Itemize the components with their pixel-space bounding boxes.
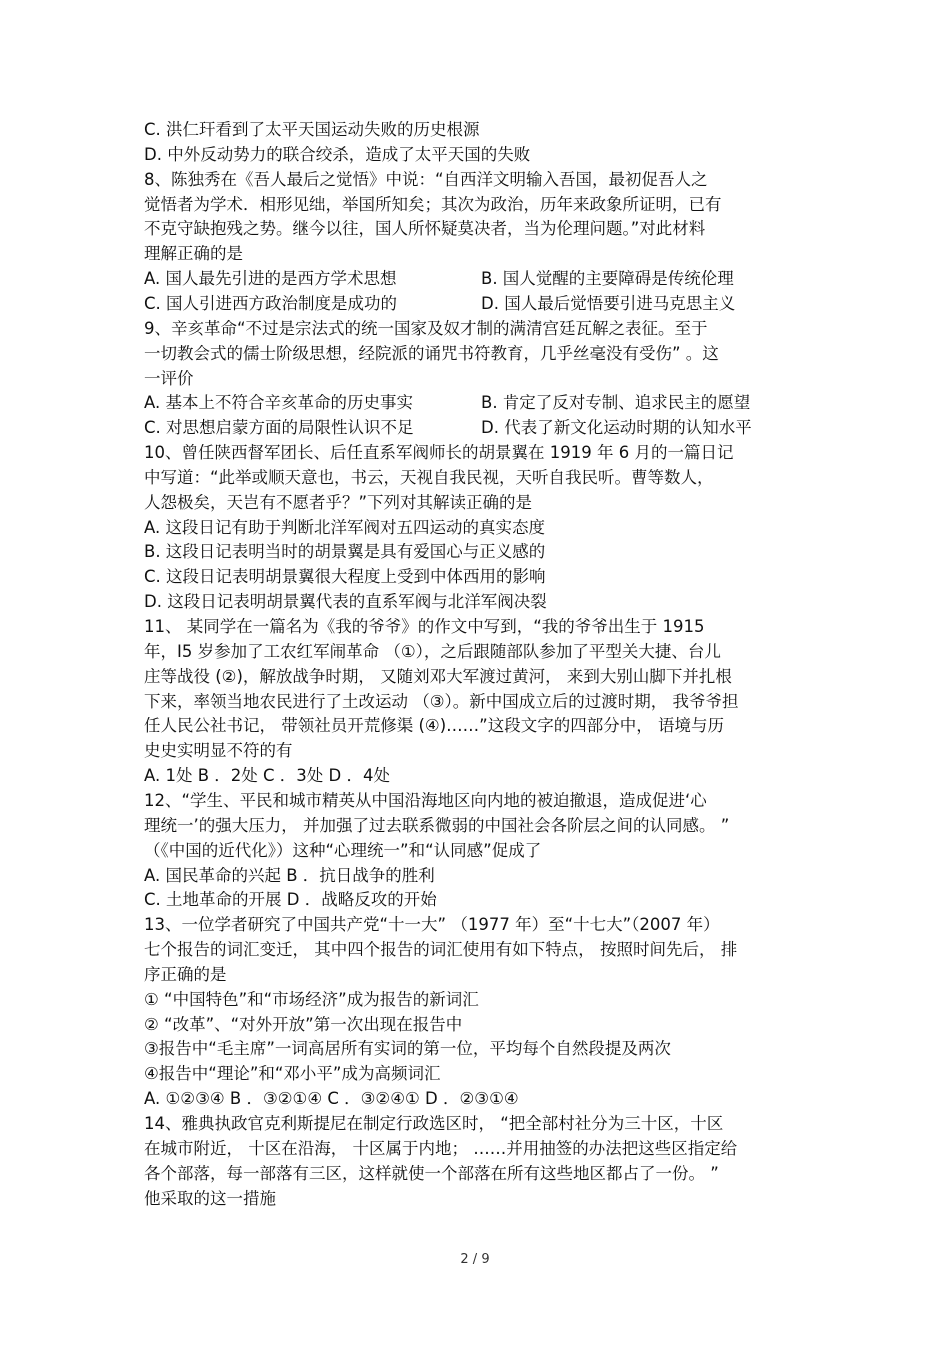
text-line: 庄等战役 (②)，解放战争时期， 又随刘邓大军渡过黄河， 来到大别山脚下并扎根 (144, 666, 732, 686)
page-number: 2 / 9 (460, 1252, 490, 1267)
text-line: 人怨极矣，天岂有不愿者乎？”下列对其解读正确的是 (144, 492, 533, 512)
text-line: 14、雅典执政官克利斯提尼在制定行政选区时， “把全部村社分为三十区，十区 (144, 1114, 724, 1133)
text-line: A. ①②③④ B ．③②①④ C ．③②④① D ．②③①④ (144, 1089, 519, 1109)
text-line: 年，I5 岁参加了工农红军闹革命 （①），之后跟随部队参加了平型关大捷、台儿 (144, 641, 721, 661)
text-line: 任人民公社书记， 带领社员开荒修渠 (④)……”这段文字的四部分中， 语境与历 (144, 716, 724, 736)
option-left: C. 国人引进西方政治制度是成功的 (144, 293, 398, 313)
text-line: ① “中国特色”和“市场经济”成为报告的新词汇 (144, 989, 479, 1009)
option-right: D. 代表了新文化运动时期的认知水平 (481, 418, 752, 438)
option-right: B. 肯定了反对专制、追求民主的愿望 (481, 393, 751, 413)
text-line: ② “改革”、“对外开放”第一次出现在报告中 (144, 1014, 463, 1034)
text-line: A. 国民革命的兴起 B ．抗日战争的胜利 (144, 865, 435, 885)
text-line: 在城市附近， 十区在沿海， 十区属于内地； ……并用抽签的办法把这些区指定给 (144, 1138, 738, 1158)
text-line: 史史实明显不符的有 (144, 741, 293, 761)
text-line: 七个报告的词汇变迁， 其中四个报告的词汇使用有如下特点， 按照时间先后， 排 (144, 940, 738, 960)
text-line (144, 391, 824, 415)
text-line (144, 416, 824, 440)
text-line: C. 这段日记表明胡景翼很大程度上受到中体西用的影响 (144, 567, 546, 587)
text-line: ③报告中“毛主席”一词高居所有实词的第一位，平均每个自然段提及两次 (144, 1039, 671, 1059)
text-line: C. 土地革命的开展 D ．战略反攻的开始 (144, 890, 437, 910)
option-right: B. 国人觉醒的主要障碍是传统伦理 (481, 269, 734, 289)
text-line: 各个部落，每一部落有三区，这样就使一个部落在所有这些地区都占了一份。 ” (144, 1163, 719, 1183)
text-line: 觉悟者为学术．相形见绌，举国所知矣；其次为政治，历年来政象所证明，已有 (144, 194, 722, 214)
text-line: A. 这段日记有助于判断北洋军阀对五四运动的真实态度 (144, 517, 545, 537)
text-line: 一切教会式的儒士阶级思想，经院派的诵咒书符教育，几乎丝毫没有受伤” 。这 (144, 343, 719, 363)
text-line: 理统一’的强大压力， 并加强了过去联系微弱的中国社会各阶层之间的认同感。 ” (144, 815, 730, 835)
option-left: C. 对思想启蒙方面的局限性认识不足 (144, 418, 414, 438)
text-line: D. 这段日记表明胡景翼代表的直系军阀与北洋军阀决裂 (144, 592, 547, 612)
text-line: 13、一位学者研究了中国共产党“十一大” （1977 年）至“十七大”（2007 年） (144, 915, 720, 935)
text-line: 8、陈独秀在《吾人最后之觉悟》中说：“自西洋文明输入吾国，最初促吾人之 (144, 169, 708, 189)
option-left: A. 国人最先引进的是西方学术思想 (144, 269, 397, 289)
option-left: A. 基本上不符合辛亥革命的历史事实 (144, 393, 413, 413)
text-line: C. 洪仁玕看到了太平天国运动失败的历史根源 (144, 120, 480, 139)
text-line: 一评价 (144, 368, 194, 388)
text-line: 12、“学生、平民和城市精英从中国沿海地区向内地的被迫撤退，造成促进‘心 (144, 790, 707, 810)
text-line: A. 1处 B ．2处 C ．3处 D ．4处 (144, 766, 390, 786)
text-line: 11、 某同学在一篇名为《我的爷爷》的作文中写到，“我的爷爷出生于 1915 (144, 617, 705, 636)
text-line: （《中国的近代化》）这种“心理统一”和“认同感”促成了 (144, 840, 542, 860)
text-line: 下来，率领当地农民进行了土改运动 （③）。新中国成立后的过渡时期， 我爷爷担 (144, 691, 739, 711)
text-line: 理解正确的是 (144, 244, 243, 264)
text-line (144, 267, 824, 291)
text-line: 10、曾任陕西督军团长、后任直系军阀师长的胡景翼在 1919 年 6 月的一篇日记 (144, 443, 734, 463)
text-line: D. 中外反动势力的联合绞杀，造成了太平天国的失败 (144, 144, 531, 164)
text-line: B. 这段日记表明当时的胡景翼是具有爱国心与正义感的 (144, 542, 546, 562)
text-line: ④报告中“理论”和“邓小平”成为高频词汇 (144, 1064, 441, 1084)
text-line: 9、辛亥革命“不过是宗法式的统一国家及奴才制的满清宫廷瓦解之表征。至于 (144, 318, 708, 338)
text-line: 中写道：“此举或顺天意也，书云，天视自我民视，天听自我民听。曹等数人， (144, 467, 714, 487)
text-line (144, 292, 824, 316)
text-line: 不克守缺抱残之势。继今以往，国人所怀疑莫决者，当为伦理问题。”对此材料 (144, 219, 706, 239)
option-right: D. 国人最后觉悟要引进马克思主义 (481, 293, 736, 313)
text-line: 序正确的是 (144, 964, 227, 984)
text-line: 他采取的这一措施 (144, 1188, 276, 1208)
